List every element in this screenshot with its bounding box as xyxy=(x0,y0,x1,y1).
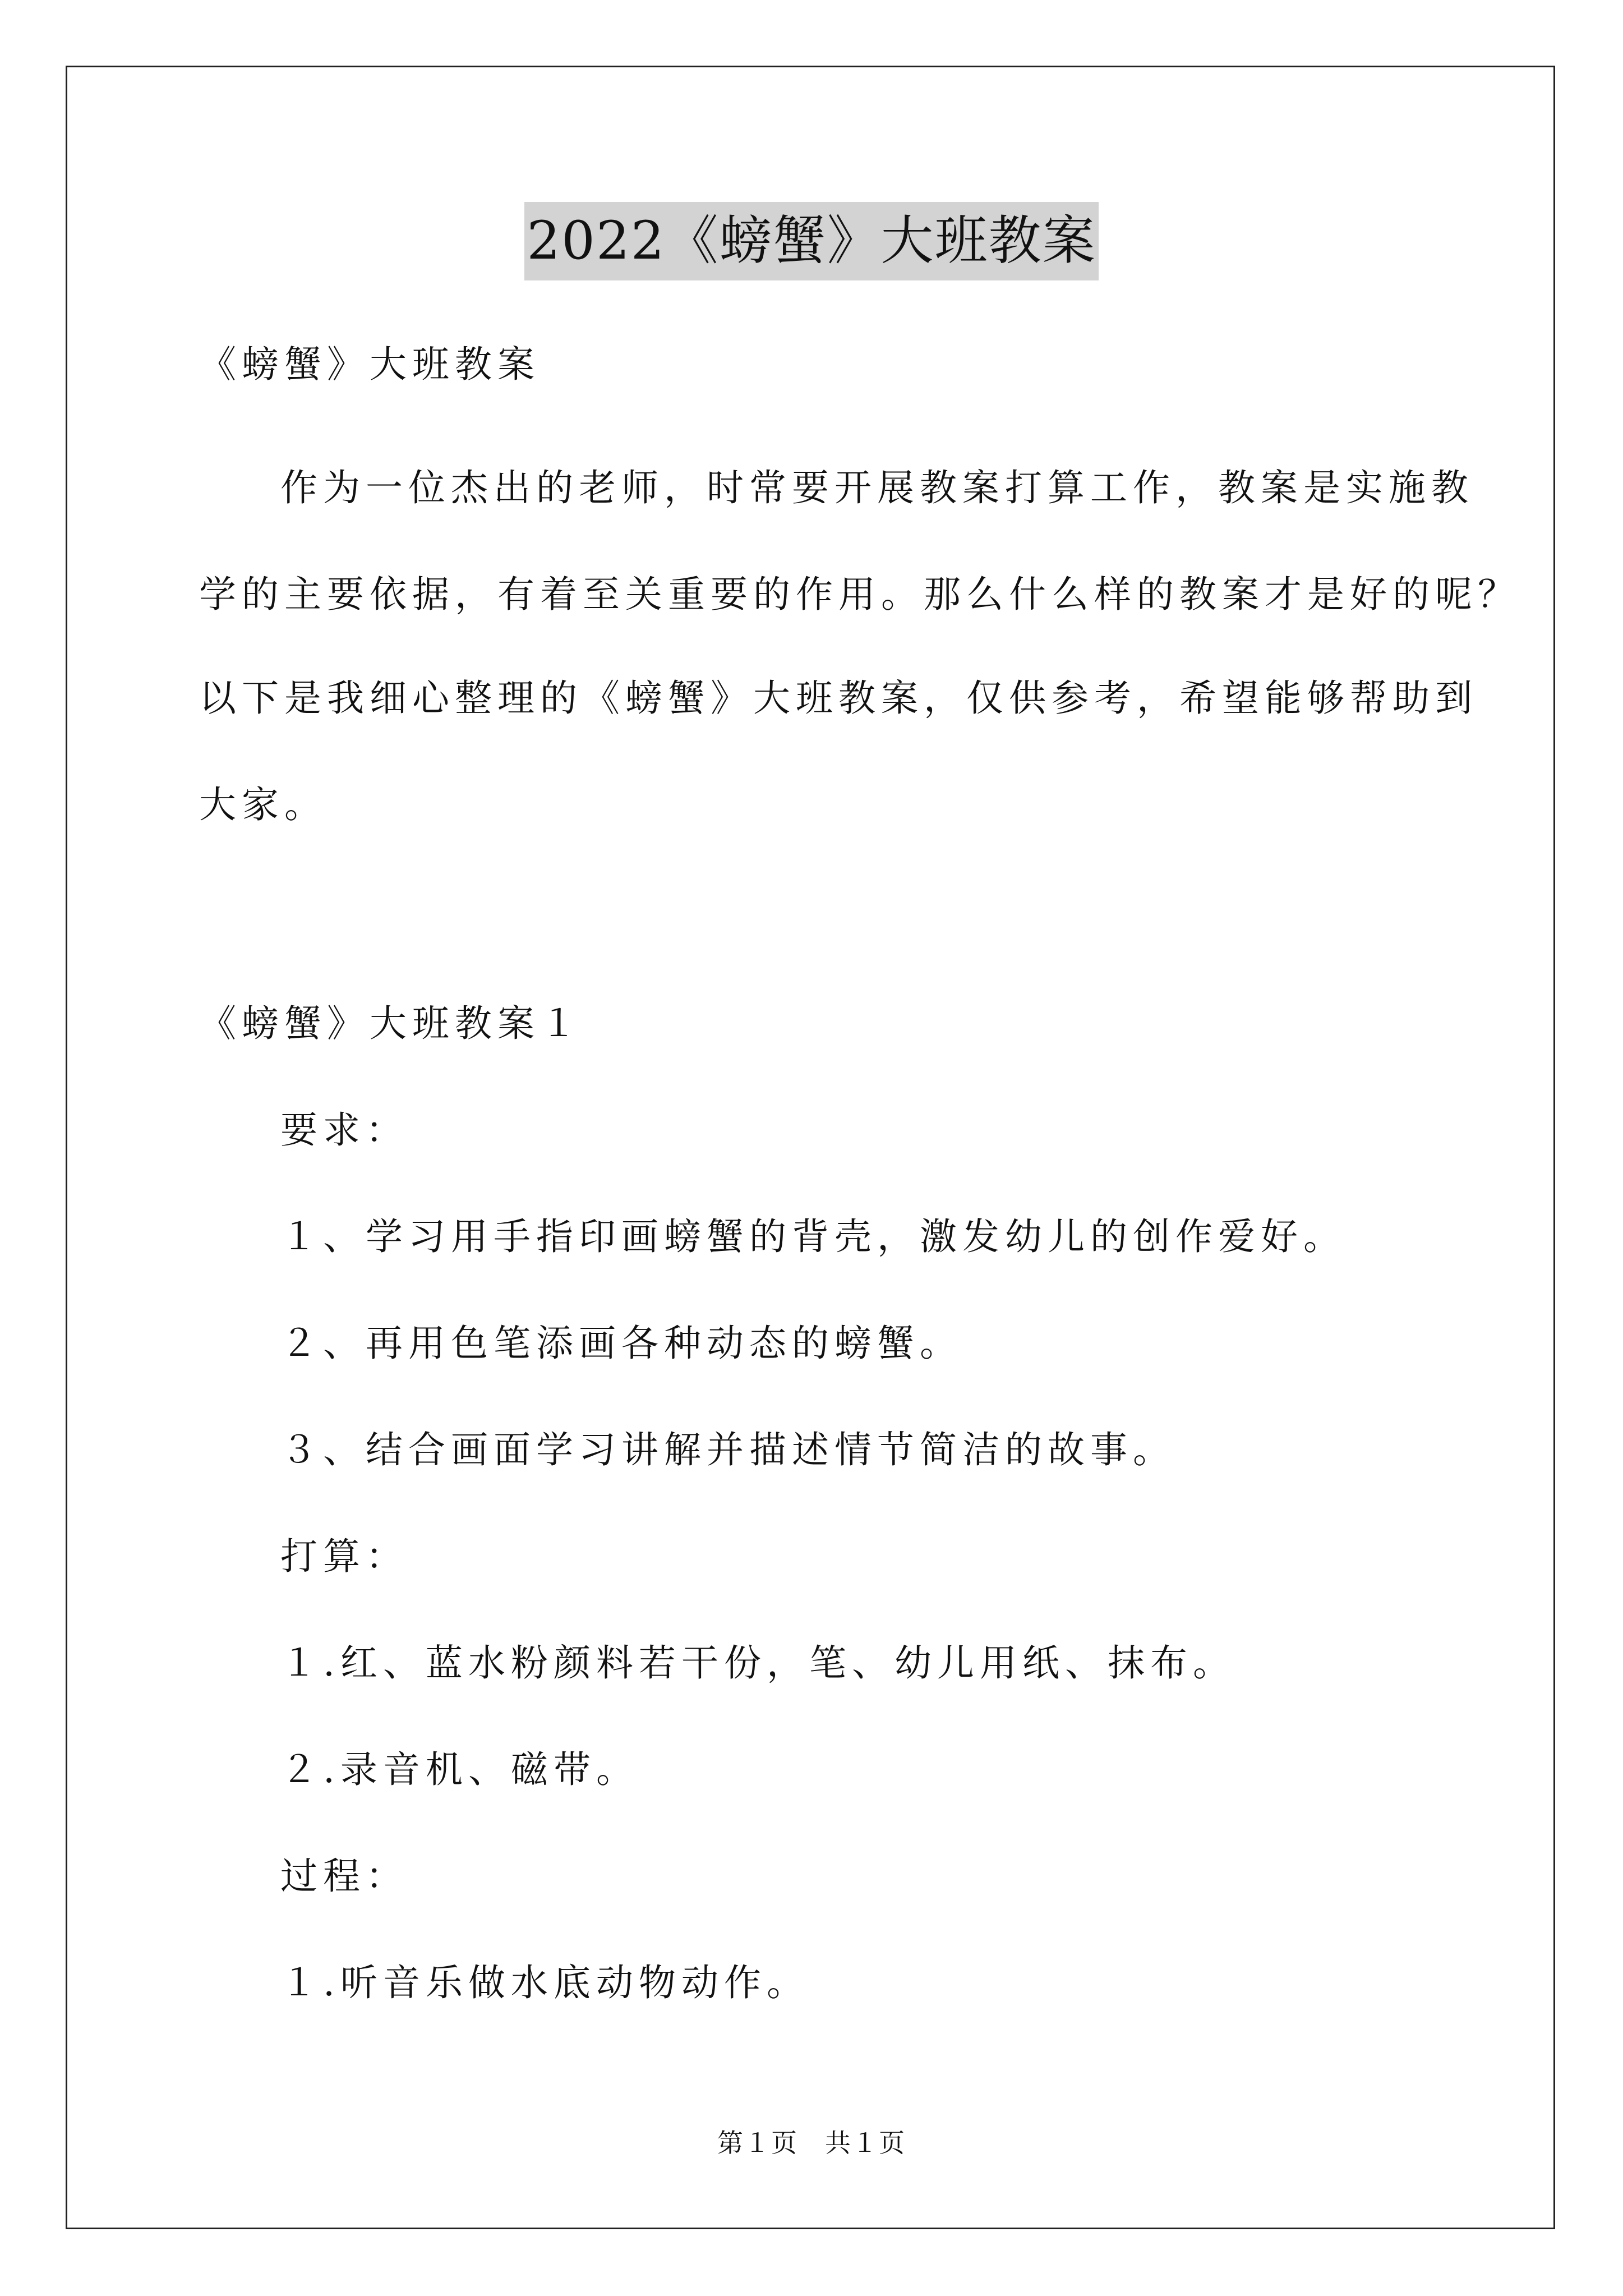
subtitle: 《螃蟹》大班教案 xyxy=(199,343,540,386)
preparation-item-2: ２.录音机、磁带。 xyxy=(280,1748,639,1791)
intro-line-2: 学的主要依据，有着至关重要的作用。那么什么样的教案才是好的呢？ xyxy=(199,573,1520,616)
process-item-1: １.听音乐做水底动物动作。 xyxy=(280,1961,809,2004)
document-title: 2022《螃蟹》大班教案 xyxy=(524,202,1098,280)
intro-line-4: 大家。 xyxy=(199,783,327,826)
intro-line-1: 作为一位杰出的老师，时常要开展教案打算工作，教案是实施教 xyxy=(280,466,1474,509)
preparation-label: 打算： xyxy=(280,1535,408,1578)
page-footer: 第１页 共１页 xyxy=(717,2128,906,2158)
preparation-item-1: １.红、蓝水粉颜料若干份，笔、幼儿用纸、抹布。 xyxy=(280,1641,1235,1685)
requirement-item-3: ３、结合画面学习讲解并描述情节简洁的故事。 xyxy=(280,1428,1175,1471)
requirements-label: 要求： xyxy=(280,1108,408,1152)
intro-line-3: 以下是我细心整理的《螃蟹》大班教案，仅供参考，希望能够帮助到 xyxy=(199,677,1478,720)
requirement-item-2: ２、再用色笔添画各种动态的螃蟹。 xyxy=(280,1322,962,1365)
title-container xyxy=(0,202,1623,280)
section-heading: 《螃蟹》大班教案１ xyxy=(199,1002,583,1045)
process-label: 过程： xyxy=(280,1855,408,1898)
requirement-item-1: １、学习用手指印画螃蟹的背壳，激发幼儿的创作爱好。 xyxy=(280,1215,1346,1258)
